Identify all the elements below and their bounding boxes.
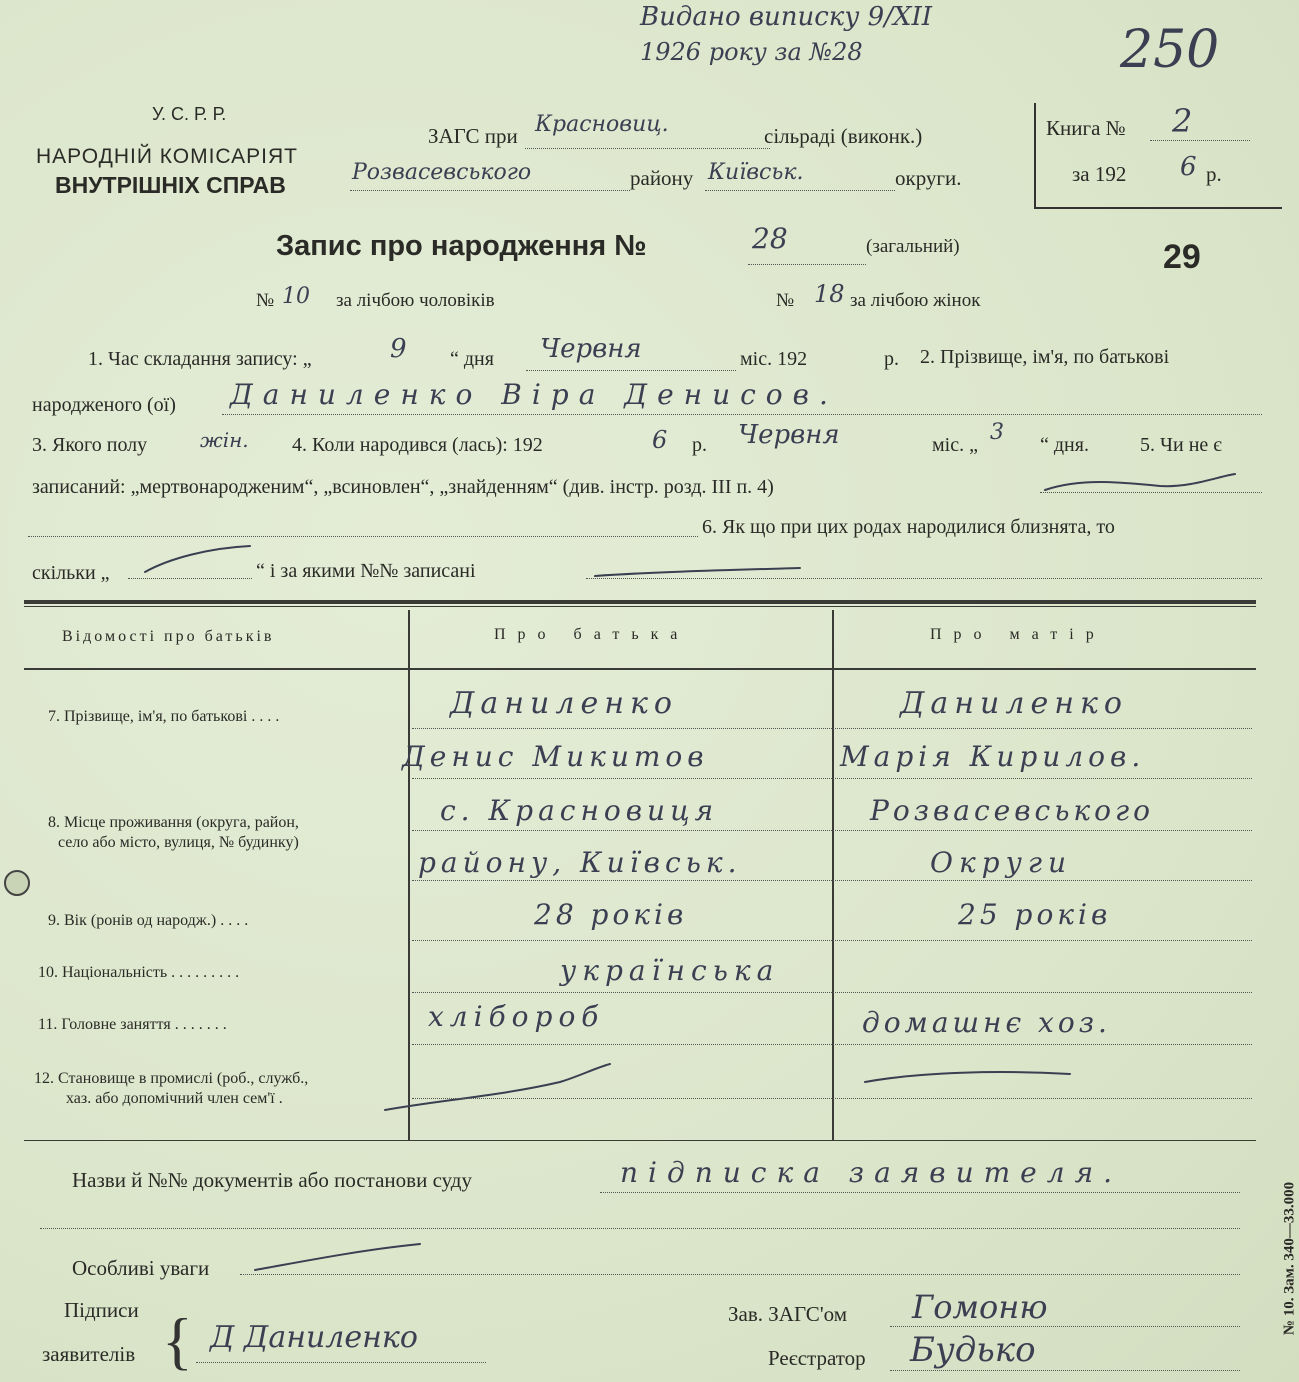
q4-day-close: “ дня. <box>1040 434 1089 456</box>
row11-mother: домашнє хоз. <box>862 1006 1111 1039</box>
q4-month: Червня <box>738 420 840 450</box>
q2-label-cont: народженого (ої) <box>32 394 176 416</box>
okrug-value: Київськ. <box>708 160 804 185</box>
record-title: Запис про народження № <box>276 230 647 262</box>
q4-day: 3 <box>990 420 1004 445</box>
q6-label: 6. Як що при цих родах народилися близнята, то <box>702 516 1115 538</box>
row8b-father: району, Київськ. <box>418 846 742 879</box>
row8-label-cont: село або місто, вулиця, № будинку) <box>58 834 299 851</box>
book-year-digit: 6 <box>1180 152 1197 182</box>
handwritten-note-line2: 1926 року за №28 <box>640 38 863 66</box>
q5-dash-stroke <box>1040 468 1240 498</box>
head-signature: Гомоню <box>912 1288 1048 1326</box>
row7b-mother: Марія Кирилов. <box>840 740 1146 773</box>
zags-pre-label: ЗАГС при <box>428 124 518 148</box>
row11-label: 11. Головне заняття . . . . . . . <box>38 1016 227 1033</box>
district-label: району <box>630 166 694 190</box>
notes-dash-stroke <box>250 1238 430 1278</box>
row9-label: 9. Вік (ронів од народж.) . . . . <box>48 912 249 929</box>
q1-label: 1. Час складання запису: „ <box>88 348 312 370</box>
q6-dash-stroke <box>140 538 260 578</box>
registrar-label: Реєстратор <box>768 1346 866 1370</box>
commissariat-line2: ВНУТРІШНІХ СПРАВ <box>55 172 286 198</box>
ussr-label: У. С. Р. Р. <box>152 104 227 124</box>
zags-selrada-value: Красновиц. <box>535 112 669 137</box>
row9-mother: 25 років <box>958 898 1112 931</box>
q5-label: 5. Чи не є <box>1140 434 1222 456</box>
row12-label: 12. Становище в промислі (роб., служб., <box>34 1070 309 1087</box>
signature-applicant: Д Даниленко <box>210 1320 418 1355</box>
row9-father: 28 років <box>534 898 688 931</box>
signatures-label-1: Підписи <box>64 1298 139 1322</box>
commissariat-line1: НАРОДНІЙ КОМІСАРІЯТ <box>36 145 298 168</box>
handwritten-note-line1: Видано виписку 9/XII <box>640 2 933 32</box>
q6-numbers-stroke <box>590 560 810 584</box>
row11-father: хлібороб <box>428 1000 605 1033</box>
q4-month-label: міс. „ <box>932 434 978 456</box>
signatures-brace: { <box>162 1305 193 1376</box>
q6-label-cont: скільки „ <box>32 562 110 584</box>
q4-label: 4. Коли народився (лась): 192 <box>292 434 543 456</box>
stamp-number: 29 <box>1163 238 1201 276</box>
side-print-code: № 10. Зам. 340—33.000 <box>1281 1181 1298 1336</box>
row12-label-cont: хаз. або допомічний член сем'ї . <box>66 1090 283 1107</box>
men-label: за лічбою чоловіків <box>336 290 495 311</box>
table-header-parents: Відомості про батьків <box>62 628 275 645</box>
book-number: 2 <box>1172 102 1193 140</box>
signatures-label-2: заявителів <box>42 1342 136 1366</box>
q6-close: “ і за якими №№ записані <box>256 560 476 582</box>
binding-hole <box>4 870 30 896</box>
row12-mother-stroke <box>860 1064 1080 1094</box>
row8-label: 8. Місце проживання (округа, район, <box>48 814 299 831</box>
documents-value: підписка заявителя. <box>620 1156 1123 1189</box>
row12-father-stroke <box>380 1060 620 1120</box>
book-label: Книга № <box>1046 116 1126 140</box>
row8-mother: Розвасевського <box>870 794 1155 827</box>
table-top-rule <box>24 600 1256 604</box>
table-col-divider-2 <box>832 610 834 1140</box>
documents-label: Назви й №№ документів або постанови суду <box>72 1168 472 1192</box>
head-label: Зав. ЗАГС'ом <box>728 1302 847 1326</box>
q4-year-close: р. <box>692 434 707 456</box>
record-general-label: (загальний) <box>866 236 960 257</box>
q2-value: Даниленко Віра Денисов. <box>230 378 838 411</box>
q1-day: 9 <box>390 334 407 364</box>
book-year-suffix: р. <box>1206 162 1222 186</box>
table-header-rule <box>24 668 1256 670</box>
table-header-mother: Про матір <box>930 626 1106 643</box>
book-year-label: за 192 <box>1072 162 1127 186</box>
zags-post-label: сільраді (виконк.) <box>764 124 923 148</box>
q2-label: 2. Прізвище, ім'я, по батькові <box>920 346 1170 368</box>
record-number: 28 <box>752 222 788 255</box>
q1-year-close: р. <box>884 348 899 370</box>
men-prefix: № <box>256 290 275 311</box>
women-label: за лічбою жінок <box>850 290 981 311</box>
registrar-signature: Будько <box>910 1330 1036 1370</box>
q5-label-cont: записаний: „мертвонародженим“, „всиновлен“, „знайденням“ (див. інстр. розд. III п. 4) <box>32 476 774 498</box>
table-header-father: Про батька <box>494 626 690 643</box>
q3-label: 3. Якого полу <box>32 434 148 456</box>
q1-day-close: “ дня <box>450 348 494 370</box>
women-number: 18 <box>814 280 845 308</box>
row8-father: с. Красновиця <box>440 794 719 827</box>
okrug-label: округи. <box>895 166 962 190</box>
q1-month-label: міс. 192 <box>740 348 808 370</box>
men-number: 10 <box>282 284 310 309</box>
q1-month: Червня <box>540 334 642 364</box>
q4-year: 6 <box>652 426 668 454</box>
row10-label: 10. Національність . . . . . . . . . <box>38 964 240 981</box>
women-prefix: № <box>776 290 795 311</box>
q3-value: жін. <box>200 428 249 452</box>
row10-father: українська <box>560 954 780 987</box>
row7-father: Даниленко <box>450 686 678 721</box>
row7b-father: Денис Микитов <box>402 740 709 773</box>
row7-label: 7. Прізвище, ім'я, по батькові . . . . <box>48 708 280 725</box>
row8b-mother: Округи <box>930 846 1073 879</box>
corner-number: 250 <box>1120 20 1220 80</box>
district-value: Розвасевського <box>352 160 532 185</box>
notes-label: Особливі уваги <box>72 1256 210 1280</box>
row7-mother: Даниленко <box>900 686 1128 721</box>
